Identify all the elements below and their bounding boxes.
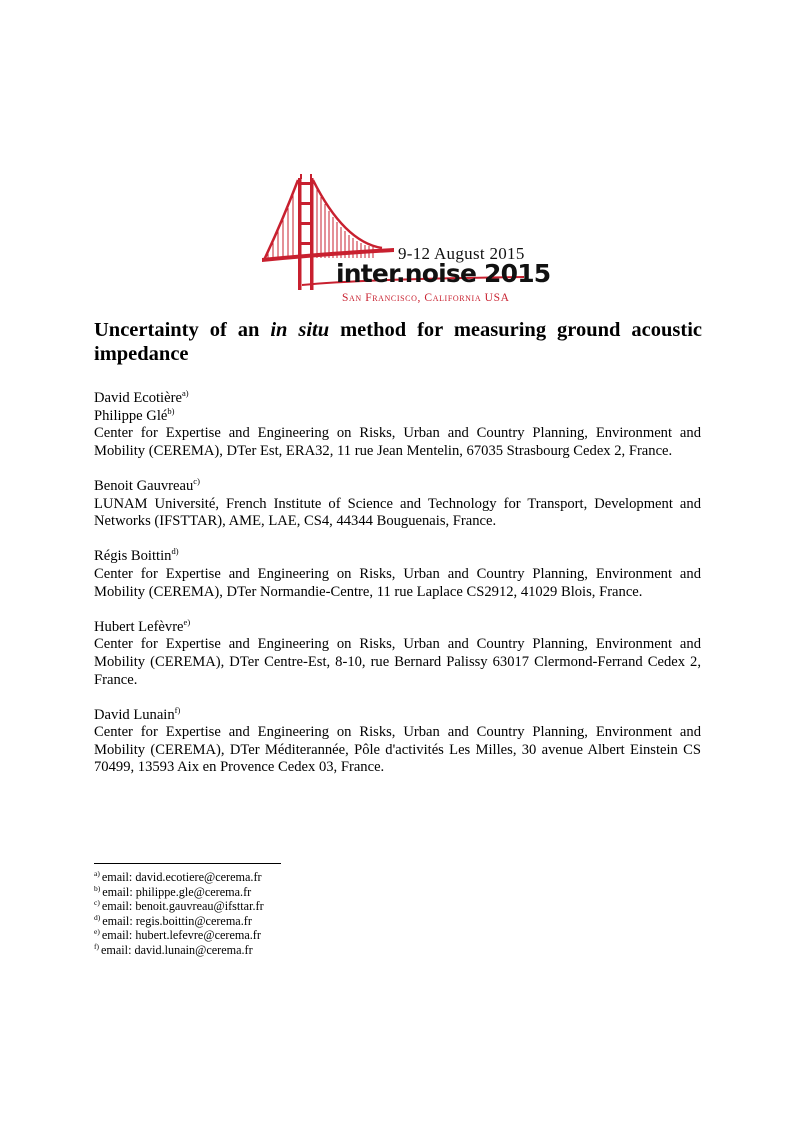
footnote [94,914,264,929]
author-6-name: David Lunain [94,706,175,723]
footnote [94,885,264,900]
footnote-text: email: david.lunain@cerema.fr [101,942,253,957]
footnote [94,928,264,943]
footnote [94,899,264,914]
footnote-mark: c) [94,898,100,908]
author-5-name: Hubert Lefèvre [94,618,184,635]
author-3-mark: c) [193,476,200,487]
author-1-mark: a) [181,388,189,399]
footnote-text: email: philippe.gle@cerema.fr [102,884,252,899]
affiliation: Center for Expertise and Engineering on Risks, Urban and Country Planning, Environment and Mobility (CEREMA), DTer Est, ERA32, 11 rue Jean Mentelin, 67035 Strasbourg Cedex 2, France. [94,425,701,459]
author-group-1 [94,390,701,460]
affiliation: Center for Expertise and Engineering on Risks, Urban and Country Planning, Environment and Mobility (CEREMA), DTer Méditerannée, Pôle d'activités Les Milles, 30 avenue Albert Einstein CS 70499, 13593 Aix en Provence Cedex 03, France. [94,724,701,776]
conference-location: San Francisco, California USA [342,292,510,304]
footnotes [94,870,264,958]
conference-logo [262,172,534,310]
author-1-name: David Ecotière [94,390,182,406]
footnote-text: email: benoit.gauvreau@ifsttar.fr [101,899,264,914]
author-6-mark: f) [174,704,181,715]
title-italic: in situ [270,319,330,341]
author-list [94,390,701,795]
author-name [94,405,701,426]
footnote-mark: e) [94,927,100,937]
author-2-name: Philippe Glé [94,407,168,424]
affiliation: Center for Expertise and Engineering on Risks, Urban and Country Planning, Environment and Mobility (CEREMA), DTer Normandie-Centre, 11 rue Laplace CS2912, 41029 Blois, France. [94,565,701,600]
footnote-text: email: david.ecotiere@cerema.fr [101,870,262,884]
footnote [94,943,264,958]
author-group-4 [94,548,701,601]
affiliation: Center for Expertise and Engineering on Risks, Urban and Country Planning, Environment and Mobility (CEREMA), DTer Centre-Est, 8-10, rue Bernard Palissy 63017 Clermond-Ferrand Cedex 2, France. [94,636,701,688]
footnote-text: email: hubert.lefevre@cerema.fr [101,928,261,943]
title-part-1: Uncertainty of an [94,319,271,341]
author-2-mark: b) [167,405,175,416]
author-4-mark: d) [171,546,179,557]
author-5-mark: e) [183,616,191,627]
footnote-mark: f) [94,941,99,951]
author-name [94,390,701,408]
conference-name: inter.noise 2015 [336,259,551,288]
footnote-text: email: regis.boittin@cerema.fr [102,913,252,928]
footnote-mark: a) [94,868,100,878]
author-group-3 [94,478,701,531]
footnote-rule [94,863,281,864]
author-3-name: Benoit Gauvreau [94,477,194,494]
footnote [94,870,264,885]
author-name [94,548,701,566]
affiliation: LUNAM Université, French Institute of Science and Technology for Transport, Development and Networks (IFSTTAR), AME, LAE, CS4, 44344 Bouguenais, France. [94,495,701,530]
author-name [94,616,701,637]
footnote-mark: d) [94,912,101,922]
author-group-5 [94,616,701,689]
author-group-6 [94,704,701,777]
author-name [94,478,701,496]
footnote-mark: b) [94,883,101,893]
title-part-2: method for measuring ground acoustic impedance [94,319,703,365]
bridge-icon [262,172,534,310]
conference-dates: 9-12 August 2015 [398,244,525,263]
author-name [94,704,701,725]
author-4-name: Régis Boittin [94,548,172,565]
paper-title [94,318,702,366]
